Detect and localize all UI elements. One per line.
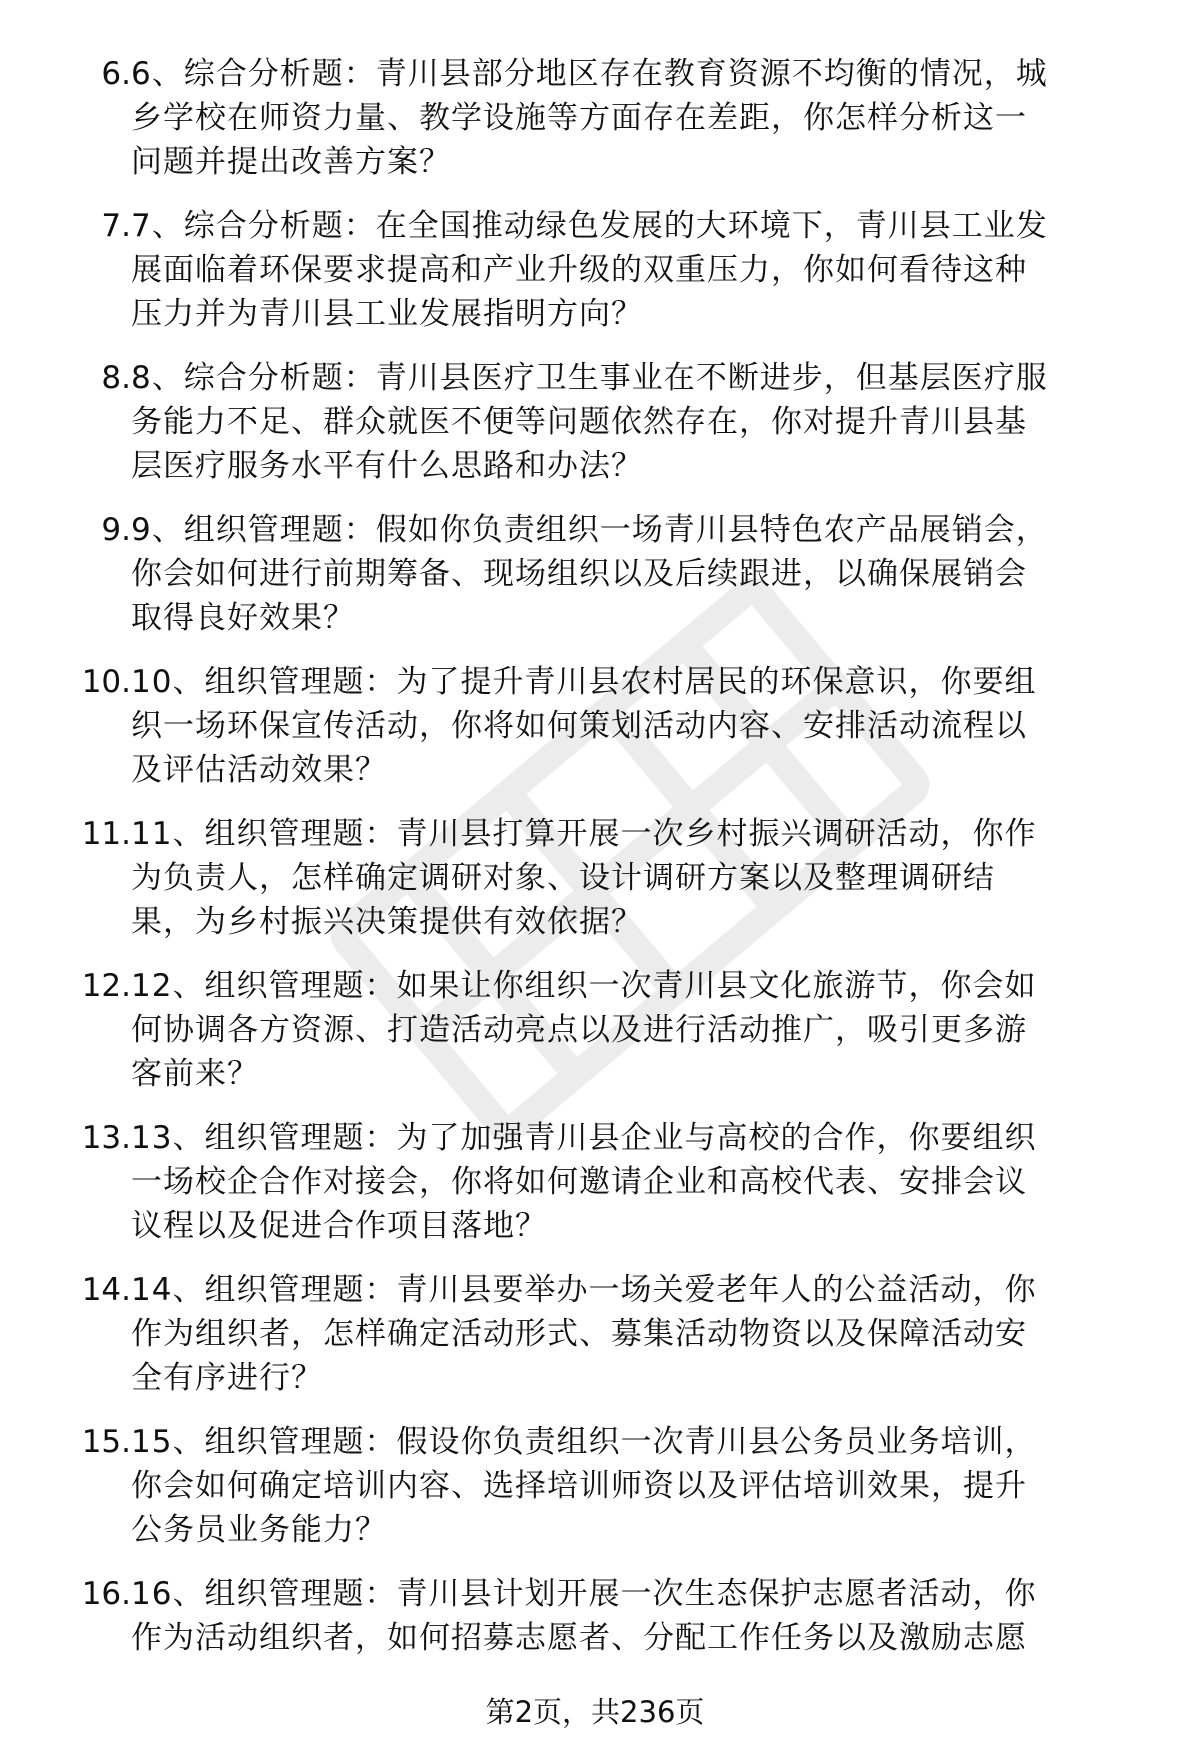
question-text-line: 你会如何确定培训内容、选择培训师资以及评估培训效果，提升 [131, 1468, 1027, 1504]
question-text-line: 层医疗服务水平有什么思路和办法？ [131, 448, 643, 484]
question-text [131, 660, 1171, 792]
question-text-line: 务能力不足、群众就医不便等问题依然存在，你对提升青川县基 [131, 404, 1027, 440]
page-number: 第2页，共236页 [485, 1695, 705, 1729]
question-text-line: 果，为乡村振兴决策提供有效依据？ [131, 904, 643, 940]
question-text-line: 何协调各方资源、打造活动亮点以及进行活动推广，吸引更多游 [131, 1012, 1027, 1048]
question-text-line: 全有序进行？ [131, 1360, 323, 1396]
question-text-line: 作为活动组织者，如何招募志愿者、分配工作任务以及激励志愿 [131, 1620, 1027, 1656]
question-text-line: 为负责人，怎样确定调研对象、设计调研方案以及整理调研结 [131, 860, 995, 896]
question-item [0, 204, 1190, 356]
question-text [131, 356, 1171, 488]
question-item [0, 1420, 1190, 1572]
question-item [0, 1116, 1190, 1268]
question-item [0, 356, 1190, 508]
question-text [131, 52, 1171, 184]
question-text-line: 10、组织管理题：为了提升青川县农村居民的环保意识，你要组 [131, 664, 1037, 700]
question-list [0, 52, 1190, 1724]
question-number: 11. [81, 816, 131, 852]
question-text-line: 客前来？ [131, 1056, 259, 1092]
question-item [0, 660, 1190, 812]
question-text-line: 议程以及促进合作项目落地？ [131, 1208, 547, 1244]
question-text-line: 15、组织管理题：假设你负责组织一次青川县公务员业务培训， [131, 1424, 1037, 1460]
question-text [131, 204, 1171, 336]
question-text [131, 1268, 1171, 1400]
question-text-line: 压力并为青川县工业发展指明方向？ [131, 296, 643, 332]
question-text-line: 乡学校在师资力量、教学设施等方面存在差距，你怎样分析这一 [131, 100, 1027, 136]
question-text [131, 964, 1171, 1096]
question-number: 10. [81, 664, 131, 700]
question-number: 8. [101, 360, 131, 396]
question-item [0, 52, 1190, 204]
question-text [131, 1116, 1171, 1248]
question-text-line: 14、组织管理题：青川县要举办一场关爱老年人的公益活动，你 [131, 1272, 1037, 1308]
question-item [0, 1268, 1190, 1420]
question-text-line: 一场校企合作对接会，你将如何邀请企业和高校代表、安排会议 [131, 1164, 1027, 1200]
question-text [131, 812, 1171, 944]
question-number: 12. [81, 968, 131, 1004]
question-text [131, 1420, 1171, 1552]
question-text [131, 1572, 1171, 1660]
question-number: 9. [101, 512, 131, 548]
question-text-line: 你会如何进行前期筹备、现场组织以及后续跟进，以确保展销会 [131, 556, 1027, 592]
question-number: 16. [81, 1576, 131, 1612]
question-text-line: 作为组织者，怎样确定活动形式、募集活动物资以及保障活动安 [131, 1316, 1027, 1352]
question-text [131, 508, 1171, 640]
question-text-line: 11、组织管理题：青川县打算开展一次乡村振兴调研活动，你作 [131, 816, 1037, 852]
question-item [0, 964, 1190, 1116]
question-text-line: 8、综合分析题：青川县医疗卫生事业在不断进步，但基层医疗服 [131, 360, 1048, 396]
question-text-line: 13、组织管理题：为了加强青川县企业与高校的合作，你要组织 [131, 1120, 1037, 1156]
question-text-line: 问题并提出改善方案？ [131, 144, 451, 180]
question-item [0, 508, 1190, 660]
question-text-line: 9、组织管理题：假如你负责组织一场青川县特色农产品展销会， [131, 512, 1048, 548]
question-text-line: 6、综合分析题：青川县部分地区存在教育资源不均衡的情况，城 [131, 56, 1048, 92]
question-number: 6. [101, 56, 131, 92]
question-text-line: 公务员业务能力？ [131, 1512, 387, 1548]
question-text-line: 及评估活动效果？ [131, 752, 387, 788]
question-text-line: 7、综合分析题：在全国推动绿色发展的大环境下，青川县工业发 [131, 208, 1048, 244]
question-number: 7. [101, 208, 131, 244]
question-number: 13. [81, 1120, 131, 1156]
question-number: 15. [81, 1424, 131, 1460]
question-text-line: 取得良好效果？ [131, 600, 355, 636]
question-text-line: 织一场环保宣传活动，你将如何策划活动内容、安排活动流程以 [131, 708, 1027, 744]
question-item [0, 812, 1190, 964]
question-text-line: 16、组织管理题：青川县计划开展一次生态保护志愿者活动，你 [131, 1576, 1037, 1612]
question-text-line: 12、组织管理题：如果让你组织一次青川县文化旅游节，你会如 [131, 968, 1037, 1004]
question-number: 14. [81, 1272, 131, 1308]
question-text-line: 展面临着环保要求提高和产业升级的双重压力，你如何看待这种 [131, 252, 1027, 288]
